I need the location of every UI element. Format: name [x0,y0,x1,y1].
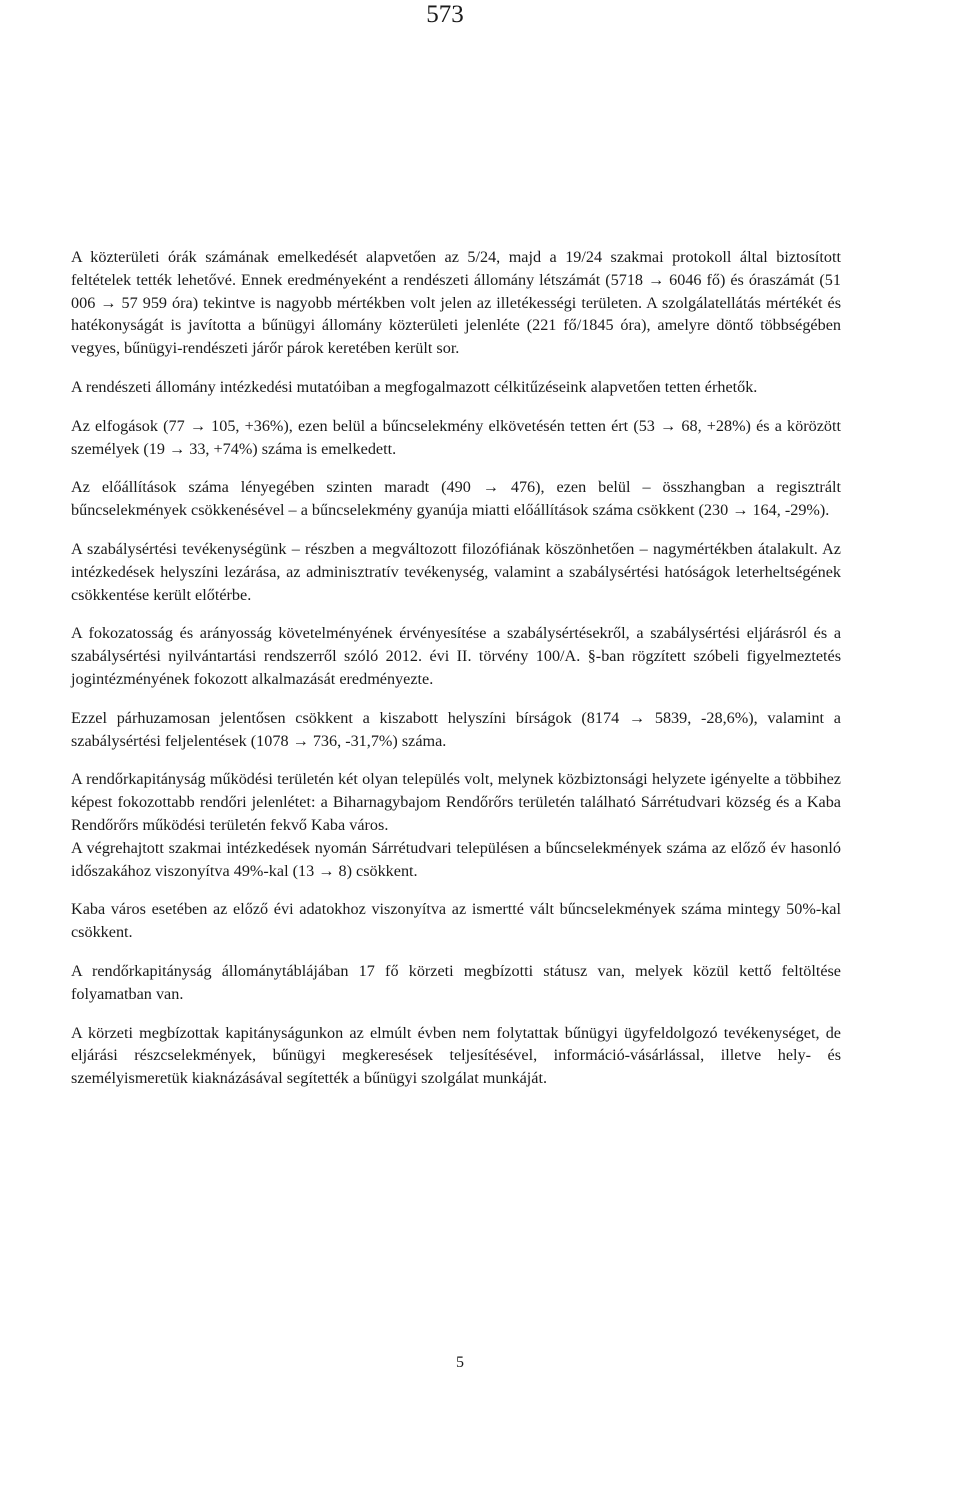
paragraph-arrests: Az elfogások (77 → 105, +36%), ezen belül a bűncselekmény elkövetésén tetten ért (53 → 68, +28%) és a körözött személyek (19 → 33, +74%) száma is emelkedett. [71,416,841,458]
paragraph-fines: Ezzel párhuzamosan jelentősen csökkent a kiszabott helyszíni bírságok (8174 → 5839, -28,6%), valamint a szabálysértési feljelentések (1078 → 736, -31,7%) száma. [71,708,841,750]
paragraph-detentions: Az előállítások száma lényegében szinten maradt (490 → 476), ezen belül – összhangban a regisztrált bűncselekmények csökkenésével – a bűncselekmény gyanúja miatti előállítások száma csökkent (230 → 164, -29%). [71,478,841,520]
page-footer-number: 5 [456,1354,464,1371]
paragraph-district-officers-activity: A körzeti megbízottak kapitányságunkon az elmúlt évben nem folytattak bűnügyi ügyfeldolgozó tevékenységet, de eljárási részcselekmények, bűnügyi megkeresések teljesítésével, információ-vásárlással, illetve hely- és személyismeretük kiaknázásával segítették a bűnügyi szolgálat munkáját. [71,1023,841,1088]
paragraph-district-officers-status: A rendőrkapitányság állománytáblájában 17 fő körzeti megbízotti státusz van, melyek közül kettő feltöltése folyamatban van. [71,961,841,1003]
paragraph-measure-indicators: A rendészeti állomány intézkedési mutatóiban a megfogalmazott célkitűzéseink alapvetően tetten érhetők. [71,377,758,396]
paragraph-settlements: A rendőrkapitányság működési területén két olyan település volt, melynek közbiztonsági helyzete igényelte a többihez képest fokozottabb rendőri jelenlétet: a Biharnagybajom Rendőrőrs területén található Sárrétudvari község és a Kaba Rendőrőrs működési területén fekvő Kaba város. [71,770,841,834]
paragraph-public-hours: A közterületi órák számának emelkedését alapvetően az 5/24, majd a 19/24 szakmai protokoll által biztosított feltételek tették lehetővé. Ennek eredményeként a rendészeti állomány létszámát (5718 → 6046 fő) és óraszámát (51 006 → 57 959 óra) tekintve is nagyobb mértékben volt jelen az illetékességi területen. A szolgálatellátás mértékét és hatékonyságát is javította a bűnügyi állomány közterületi jelenléte (221 fő/1845 óra), amelyre döntő többségében vegyes, bűnügyi-rendészeti járőr párok keretében került sor. [71,248,841,358]
paragraph-proportionality: A fokozatosság és arányosság követelményének érvényesítése a szabálysértésekről, a szabálysértési eljárásról és a szabálysértési nyilvántartási rendszerről szóló 2012. évi II. törvény 100/A. §-ban rögzített szóbeli figyelmeztetés jogintézményének fokozott alkalmazását eredményezte. [71,624,841,688]
document-body [71,246,841,1090]
document-page-number: 573 [426,1,464,28]
paragraph-sarretudvari: A végrehajtott szakmai intézkedések nyomán Sárrétudvari településen a bűncselekmények száma az előző év hasonló időszakához viszonyítva 49%-kal (13 → 8) csökkent. [71,838,841,880]
paragraph-misdemeanour-activity: A szabálysértési tevékenységünk – részben a megváltozott filozófiának köszönhetően – nagymértékben átalakult. Az intézkedések helyszíni lezárása, az adminisztratív tevékenység, valamint a szabálysértési hatóságok leterheltségének csökkentése került előtérbe. [71,539,841,604]
paragraph-kaba: Kaba város esetében az előző évi adatokhoz viszonyítva az ismertté vált bűncselekmények száma mintegy 50%-kal csökkent. [71,900,841,942]
